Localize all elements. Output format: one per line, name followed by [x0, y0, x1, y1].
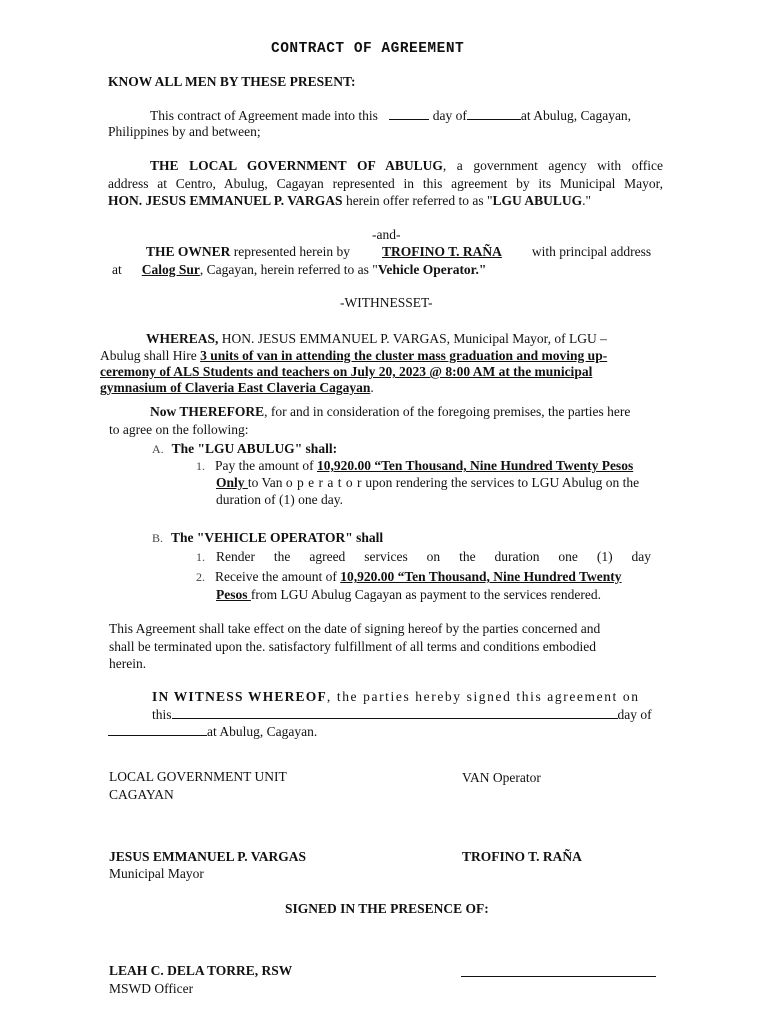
whereas-purpose-3: gymnasium of Claveria East Claveria Cagayan [100, 380, 371, 395]
witness-lead: IN WITNESS WHEREOF [152, 689, 327, 704]
section-a-amount-end: Only [216, 475, 248, 490]
owner-ref: Vehicle Operator." [377, 262, 487, 277]
whereas-hire: Abulug shall Hire [100, 348, 201, 363]
whereas-line-2 [100, 348, 607, 364]
witness-line-3 [108, 723, 317, 740]
section-b-item-1-num: 1. [196, 550, 205, 564]
witness-signer-role: MSWD Officer [109, 981, 194, 996]
now-line-2: to agree on the following: [109, 422, 249, 437]
presence-heading: SIGNED IN THE PRESENCE OF: [285, 901, 489, 916]
whereas-end: . [370, 380, 374, 395]
section-a-letter: A. [152, 442, 164, 456]
owner-line-1 [146, 244, 651, 260]
section-b-heading [152, 530, 383, 546]
effect-line-2: shall be terminated upon the. satisfactory fulfillment of all terms and conditions embodied [109, 639, 597, 654]
witness-signer-name: LEAH C. DELA TORRE, RSW [109, 963, 293, 978]
mayor-signer-role: Municipal Mayor [109, 866, 204, 881]
section-b-item-2-text: Receive the amount of [215, 569, 341, 584]
owner-address-text: with principal address [531, 244, 652, 259]
witness-line-1 [152, 689, 640, 705]
lgu-name: THE LOCAL GOVERNMENT OF ABULUG [150, 158, 443, 173]
witness-this: this [152, 707, 172, 722]
lgu-ref: LGU ABULUG [492, 193, 583, 208]
witness-month-blank [108, 723, 207, 736]
owner-name: TROFINO T. RAÑA [381, 244, 502, 259]
owner-label: THE OWNER [146, 244, 231, 259]
effect-line-3: herein. [109, 656, 147, 671]
witness-line-2 [152, 706, 652, 723]
intro-text: This contract of Agreement made into this [150, 108, 378, 123]
section-b-item-1-text: Render the agreed services on the duration one (1) day [216, 549, 651, 564]
witness-date-blank [172, 706, 618, 719]
lgu-line-2: address at Centro, Abulug, Cagayan represented in this agreement by its Municipal Mayor, [108, 176, 663, 191]
section-a-item-1-text: Pay the amount of [215, 458, 317, 473]
whereas-line-4 [100, 380, 374, 396]
party-left-line-2: CAGAYAN [109, 787, 174, 802]
section-a-to-van: to Van [247, 475, 286, 490]
section-a-services: upon rendering the services to LGU Abulug on the [362, 475, 640, 490]
owner-at: at [112, 262, 122, 277]
witness-text: , the parties hereby signed this agreement on [326, 689, 640, 704]
owner-ref-text: , Cagayan, herein referred to as " [199, 262, 378, 277]
section-b-letter: B. [152, 531, 164, 545]
owner-text: represented herein by [230, 244, 350, 259]
lgu-line-1 [150, 158, 663, 174]
section-a-amount: 10,920.00 “Ten Thousand, Nine Hundred Twenty Pesos [316, 458, 634, 473]
operator-signer-name: TROFINO T. RAÑA [462, 849, 582, 864]
whereas-text: HON. JESUS EMMANUEL P. VARGAS, Municipal Mayor, of LGU – [218, 331, 607, 346]
section-b-item-1 [196, 549, 205, 565]
witness-day-of: day of [617, 707, 652, 722]
whereas-purpose-2: ceremony of ALS Students and teachers on July 20, 2023 @ 8:00 AM at the municipal [100, 364, 593, 379]
intro-location: at Abulug, Cagayan, [520, 108, 632, 123]
section-b-item-2-num: 2. [196, 570, 205, 584]
section-a-item-1-line-1 [196, 458, 633, 474]
lgu-ref-end: ." [582, 193, 592, 208]
month-blank [467, 107, 521, 120]
date-blank [389, 107, 429, 120]
section-a-title: The "LGU ABULUG" shall: [171, 441, 338, 456]
lgu-ref-text: herein offer referred to as " [342, 193, 493, 208]
lgu-text: , a government agency with office [442, 158, 663, 173]
witnesset-heading: -WITHNESSET- [340, 295, 433, 310]
owner-place: Calog Sur [141, 262, 200, 277]
owner-line-2 [112, 262, 486, 278]
intro-line-2: Philippines by and between; [108, 124, 261, 139]
section-a-item-1-line-3: duration of (1) one day. [216, 492, 343, 507]
now-lead: Now THEREFORE [150, 404, 265, 419]
section-b-amount: 10,920.00 “Ten Thousand, Nine Hundred Twenty [340, 569, 622, 584]
intro-line-1 [150, 107, 631, 124]
intro-day-of: day of [432, 108, 467, 123]
section-b-item-2-line-2 [216, 587, 601, 603]
section-a-item-1-num: 1. [196, 459, 205, 473]
section-b-amount-end: Pesos [216, 587, 251, 602]
section-a-operator: o p e r a t o r [285, 475, 363, 490]
party-left-line-1: LOCAL GOVERNMENT UNIT [109, 769, 287, 784]
section-a-heading [152, 441, 337, 457]
section-a-item-1-line-2 [216, 475, 639, 491]
section-b-item-2-line-1 [196, 569, 622, 585]
witness-location: at Abulug, Cagayan. [207, 724, 318, 739]
now-text: , for and in consideration of the foregoing premises, the parties here [264, 404, 631, 419]
whereas-lead: WHEREAS, [146, 331, 219, 346]
section-b-title: The "VEHICLE OPERATOR" shall [171, 530, 384, 545]
effect-line-1: This Agreement shall take effect on the date of signing hereof by the parties concerned and [109, 621, 601, 636]
lgu-line-3 [108, 193, 591, 209]
now-line-1 [150, 404, 630, 420]
know-all-heading: KNOW ALL MEN BY THESE PRESENT: [108, 74, 356, 89]
and-divider: -and- [372, 227, 401, 242]
party-right-line-1: VAN Operator [462, 770, 541, 785]
section-b-payment-text: from LGU Abulug Cagayan as payment to the services rendered. [250, 587, 602, 602]
mayor-name: HON. JESUS EMMANUEL P. VARGAS [108, 193, 343, 208]
mayor-signer-name: JESUS EMMANUEL P. VARGAS [109, 849, 307, 864]
whereas-line-1 [146, 331, 607, 347]
page-title: CONTRACT OF AGREEMENT [271, 41, 465, 57]
witness-signature-line [461, 976, 656, 977]
whereas-purpose-1: 3 units of van in attending the cluster mass graduation and moving up- [200, 348, 608, 363]
